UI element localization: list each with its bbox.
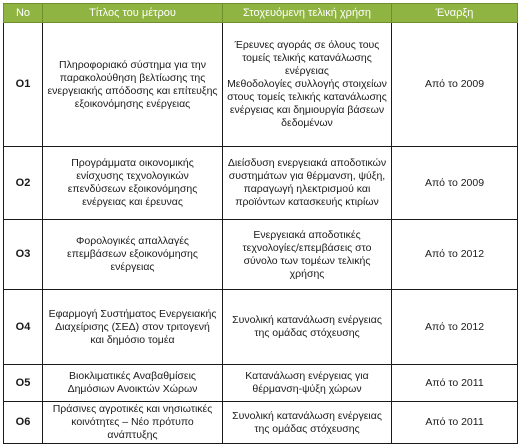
row-start: Από το 2009 <box>392 147 518 220</box>
row-code: O5 <box>4 365 43 402</box>
row-target-use: Συνολική κατανάλωση ενέργειας της ομάδας στόχευσης <box>223 402 392 444</box>
header-target-use: Στοχευόμενη τελική χρήση <box>223 4 392 23</box>
header-start: Έναρξη <box>392 4 518 23</box>
row-title: Φορολογικές απαλλαγές επεμβάσεων εξοικονόμησης ενέργειας <box>43 220 223 290</box>
table-row <box>4 23 518 147</box>
row-title: Πληροφοριακό σύστημα για την παρακολούθηση βελτίωσης της ενεργειακής απόδοσης και επίτευξης εξοικονόμησης ενέργειας <box>43 23 223 147</box>
row-target-use: Ενεργειακά αποδοτικές τεχνολογίες/επεμβάσεις στο σύνολο των τομέων τελικής χρήσης <box>223 220 392 290</box>
row-target-use: Συνολική κατανάλωση ενέργειας της ομάδας στόχευσης <box>223 290 392 365</box>
table-row <box>4 402 518 444</box>
row-title: Πράσινες αγροτικές και νησιωτικές κοινότητες – Νέο πρότυπο ανάπτυξης <box>43 402 223 444</box>
measures-table <box>3 3 518 444</box>
row-code: O6 <box>4 402 43 444</box>
header-title: Τίτλος του μέτρου <box>43 4 223 23</box>
table-header-row <box>4 4 518 23</box>
row-code: O3 <box>4 220 43 290</box>
row-target-use-line: Μεθοδολογίες συλλογής στοιχείων στους τομείς τελικής κατανάλωσης ενέργειας και δημιουργία βάσεων δεδομένων <box>227 78 387 129</box>
row-title: Εφαρμογή Συστήματος Ενεργειακής Διαχείρισης (ΣΕΔ) στον τριτογενή και δημόσιο τομέα <box>43 290 223 365</box>
row-code: O1 <box>4 23 43 147</box>
row-target-use: Κατανάλωση ενέργειας για θέρμανση-ψύξη χώρων <box>223 365 392 402</box>
table-row <box>4 220 518 290</box>
header-no: No <box>4 4 43 23</box>
row-title: Βιοκλιματικές Αναβαθμίσεις Δημόσιων Ανοικτών Χώρων <box>43 365 223 402</box>
row-code: O2 <box>4 147 43 220</box>
row-start: Από το 2012 <box>392 290 518 365</box>
row-code: O4 <box>4 290 43 365</box>
row-start: Από το 2009 <box>392 23 518 147</box>
row-target-use: Διείσδυση ενεργειακά αποδοτικών συστημάτων για θέρμανση, ψύξη, παραγωγή ηλεκτρισμού και προϊόντων κατασκευής κτιρίων <box>223 147 392 220</box>
measures-table-container <box>3 3 517 444</box>
row-title: Προγράμματα οικονομικής ενίσχυσης τεχνολογικών επενδύσεων εξοικονόμησης ενέργειας και έρευνας <box>43 147 223 220</box>
row-target-use-line: Έρευνες αγοράς σε όλους τους τομείς τελικής κατανάλωσης ενέργειας <box>234 39 380 77</box>
row-target-use <box>223 23 392 147</box>
row-start: Από το 2011 <box>392 365 518 402</box>
row-start: Από το 2012 <box>392 220 518 290</box>
table-row <box>4 290 518 365</box>
table-row <box>4 365 518 402</box>
table-row <box>4 147 518 220</box>
row-start: Από το 2011 <box>392 402 518 444</box>
